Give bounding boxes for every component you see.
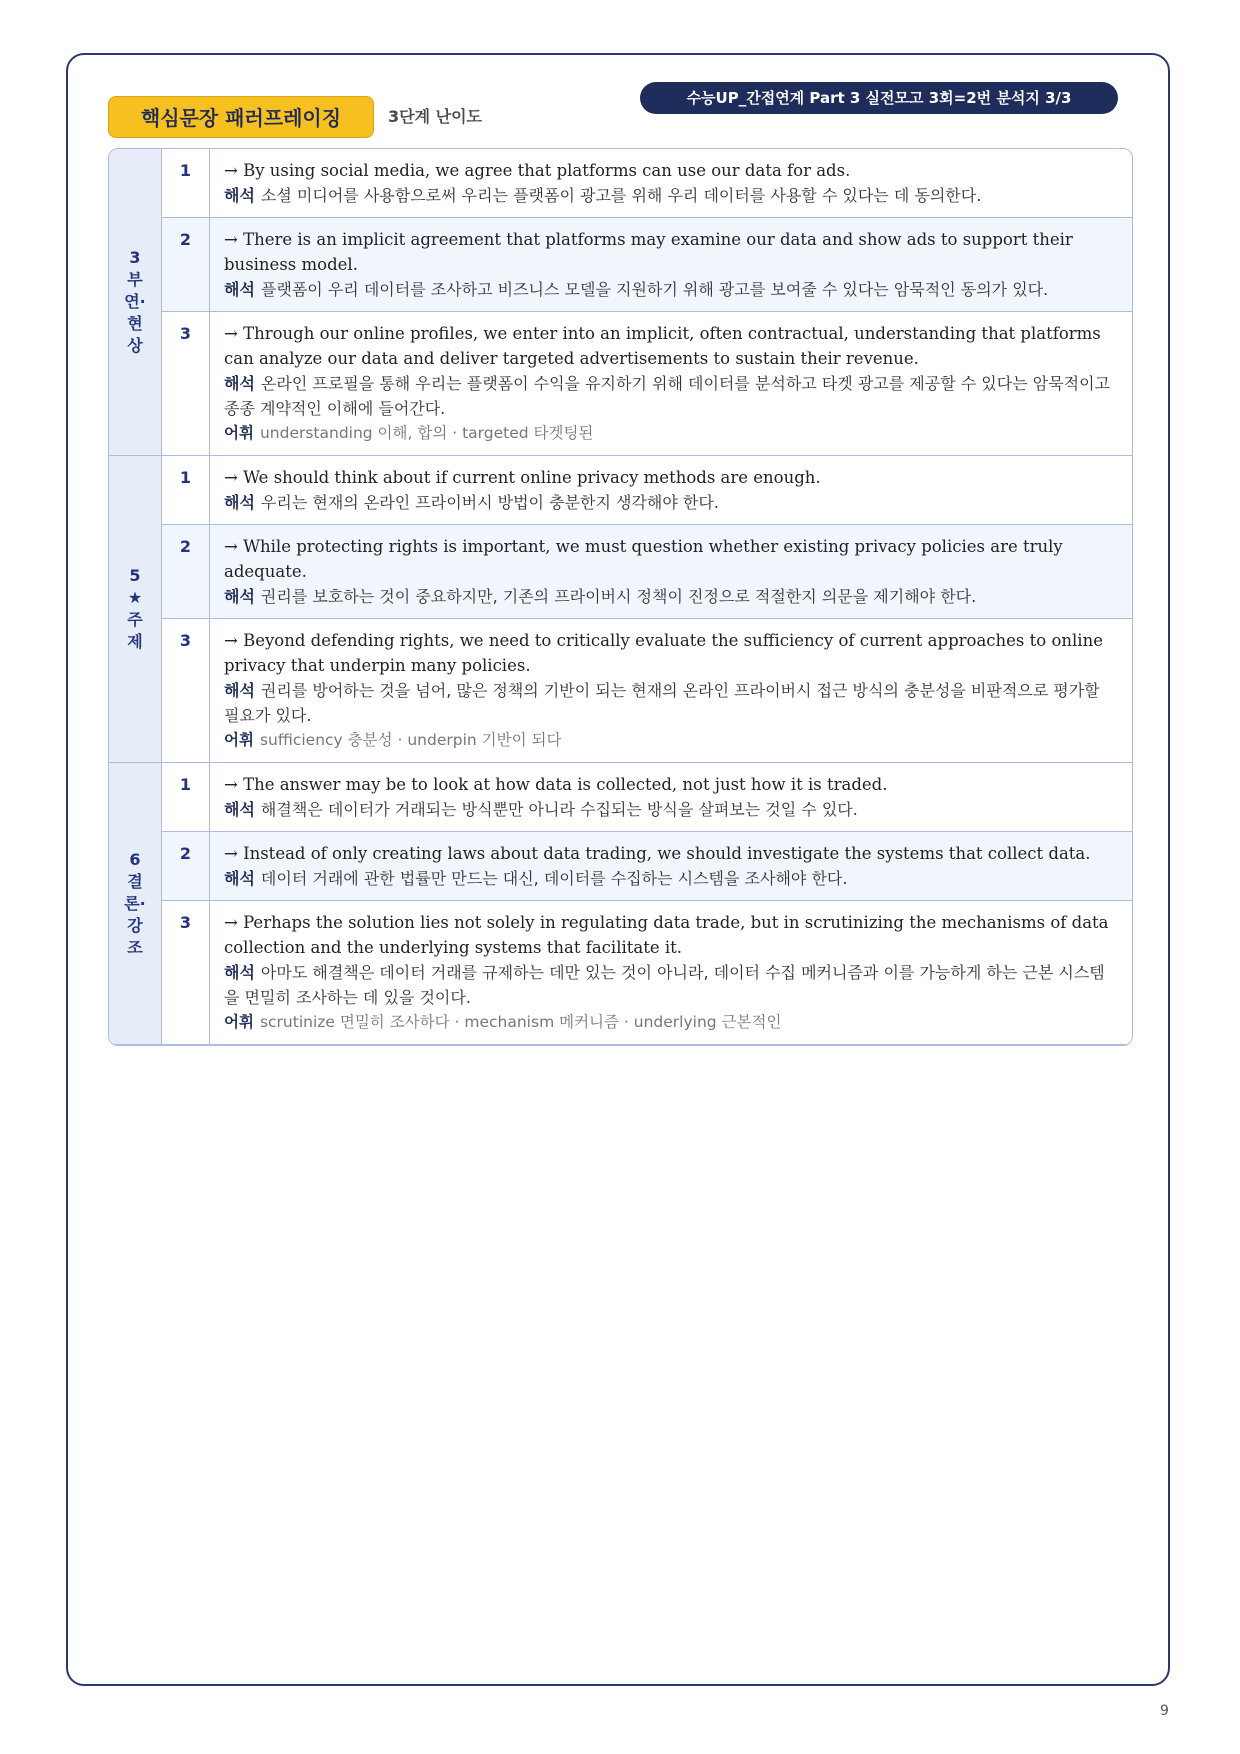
table-row (109, 149, 1132, 218)
vocab-line (224, 421, 1120, 446)
translation-label: 해석 (224, 374, 255, 393)
row-content (210, 832, 1133, 901)
translation-label: 해석 (224, 869, 255, 888)
row-number: 2 (162, 525, 210, 619)
row-number: 3 (162, 619, 210, 763)
translation-text: 권리를 방어하는 것을 넘어, 많은 정책의 기반이 되는 현재의 온라인 프라이버시 접근 방식의 충분성을 비판적으로 평가할 필요가 있다. (224, 681, 1100, 725)
english-sentence: → While protecting rights is important, we must question whether existing privacy policies are truly adequate. (224, 537, 1063, 581)
row-content (210, 149, 1133, 218)
row-number: 2 (162, 832, 210, 901)
english-sentence: → The answer may be to look at how data is collected, not just how it is traded. (224, 775, 888, 794)
translation-text: 온라인 프로필을 통해 우리는 플랫폼이 수익을 유지하기 위해 데이터를 분석하고 타겟 광고를 제공할 수 있다는 암묵적이고 종종 계약적인 이해에 들어간다. (224, 374, 1111, 418)
page-number: 9 (1160, 1703, 1169, 1719)
table-row (109, 832, 1132, 901)
vocab-text: understanding 이해, 합의 · targeted 타겟팅된 (259, 424, 594, 442)
row-number: 3 (162, 901, 210, 1045)
row-content (210, 619, 1133, 763)
korean-translation (224, 183, 1120, 208)
row-content (210, 218, 1133, 312)
vocab-line (224, 1010, 1120, 1035)
translation-text: 해결책은 데이터가 거래되는 방식뿐만 아니라 수집되는 방식을 살펴보는 것일 수 있다. (260, 800, 858, 819)
translation-label: 해석 (224, 800, 255, 819)
row-number: 1 (162, 149, 210, 218)
korean-translation (224, 490, 1120, 515)
translation-text: 권리를 보호하는 것이 중요하지만, 기존의 프라이버시 정책이 진정으로 적절한지 의문을 제기해야 한다. (260, 587, 977, 606)
section-label-line: 5 (129, 566, 141, 585)
vocab-label: 어휘 (224, 424, 254, 442)
vocab-text: scrutinize 면밀히 조사하다 · mechanism 메커니즘 · underlying 근본적인 (259, 1013, 782, 1031)
table-row (109, 525, 1132, 619)
vocab-label: 어휘 (224, 731, 254, 749)
table-row (109, 619, 1132, 763)
translation-label: 해석 (224, 493, 255, 512)
translation-label: 해석 (224, 963, 255, 982)
section-label-line: ★ (127, 588, 143, 607)
english-sentence: → Instead of only creating laws about data trading, we should investigate the systems that collect data. (224, 844, 1091, 863)
english-sentence: → Perhaps the solution lies not solely in regulating data trade, but in scrutinizing the mechanisms of data collection and the underlying systems that facilitate it. (224, 913, 1109, 957)
translation-text: 데이터 거래에 관한 법률만 만드는 대신, 데이터를 수집하는 시스템을 조사해야 한다. (260, 869, 848, 888)
row-number: 2 (162, 218, 210, 312)
english-sentence: → By using social media, we agree that platforms can use our data for ads. (224, 161, 851, 180)
korean-translation (224, 584, 1120, 609)
paraphrase-table-body (109, 149, 1132, 1045)
korean-translation (224, 277, 1120, 302)
row-number: 3 (162, 312, 210, 456)
section-label-line: 강 (127, 915, 143, 935)
korean-translation (224, 371, 1120, 421)
section-label-line: 3 (129, 248, 141, 267)
paraphrase-table (108, 148, 1133, 1046)
translation-label: 해석 (224, 280, 255, 299)
korean-translation (224, 797, 1120, 822)
korean-translation (224, 960, 1120, 1010)
section-label-line: 결 (127, 871, 143, 891)
english-sentence: → There is an implicit agreement that platforms may examine our data and show ads to support their business model. (224, 230, 1073, 274)
row-content (210, 763, 1133, 832)
section-label-line: 론· (124, 893, 146, 913)
translation-text: 플랫폼이 우리 데이터를 조사하고 비즈니스 모델을 지원하기 위해 광고를 보여줄 수 있다는 암묵적인 동의가 있다. (260, 280, 1049, 299)
translation-text: 소셜 미디어를 사용함으로써 우리는 플랫폼이 광고를 위해 우리 데이터를 사용할 수 있다는 데 동의한다. (260, 186, 982, 205)
table-row (109, 456, 1132, 525)
section-label-line: 조 (127, 937, 143, 957)
row-number: 1 (162, 456, 210, 525)
section-label-line: 주 (127, 610, 143, 629)
source-pill: 수능UP_간접연계 Part 3 실전모고 3회=2번 분석지 3/3 (640, 82, 1118, 114)
english-sentence: → Beyond defending rights, we need to critically evaluate the sufficiency of current approaches to online privacy that underpin many policies. (224, 631, 1103, 675)
row-content (210, 456, 1133, 525)
table-row (109, 218, 1132, 312)
table-row (109, 901, 1132, 1045)
row-content (210, 901, 1133, 1045)
translation-text: 아마도 해결책은 데이터 거래를 규제하는 데만 있는 것이 아니라, 데이터 수집 메커니즘과 이를 가능하게 하는 근본 시스템을 면밀히 조사하는 데 있을 것이다. (224, 963, 1105, 1007)
section-label (109, 763, 162, 1045)
translation-label: 해석 (224, 186, 255, 205)
table-row (109, 312, 1132, 456)
translation-label: 해석 (224, 681, 255, 700)
section-label-line: 연· (124, 292, 146, 311)
section-label (109, 456, 162, 763)
translation-label: 해석 (224, 587, 255, 606)
table-row (109, 763, 1132, 832)
section-tag: 핵심문장 패러프레이징 (108, 96, 374, 138)
row-content (210, 312, 1133, 456)
vocab-line (224, 728, 1120, 753)
vocab-label: 어휘 (224, 1013, 254, 1031)
section-label-line: 부 (127, 270, 143, 289)
section-label-line: 6 (129, 849, 141, 869)
section-label (109, 149, 162, 456)
section-label-line: 상 (127, 336, 143, 355)
row-content (210, 525, 1133, 619)
korean-translation (224, 866, 1120, 891)
english-sentence: → Through our online profiles, we enter into an implicit, often contractual, understanding that platforms can analyze our data and deliver targeted advertisements to sustain their revenue. (224, 324, 1101, 368)
translation-text: 우리는 현재의 온라인 프라이버시 방법이 충분한지 생각해야 한다. (260, 493, 719, 512)
row-number: 1 (162, 763, 210, 832)
section-label-line: 제 (127, 632, 143, 651)
vocab-text: sufficiency 충분성 · underpin 기반이 되다 (259, 731, 562, 749)
english-sentence: → We should think about if current online privacy methods are enough. (224, 468, 821, 487)
section-label-line: 현 (127, 314, 143, 333)
difficulty-level: 3단계 난이도 (388, 107, 482, 126)
korean-translation (224, 678, 1120, 728)
